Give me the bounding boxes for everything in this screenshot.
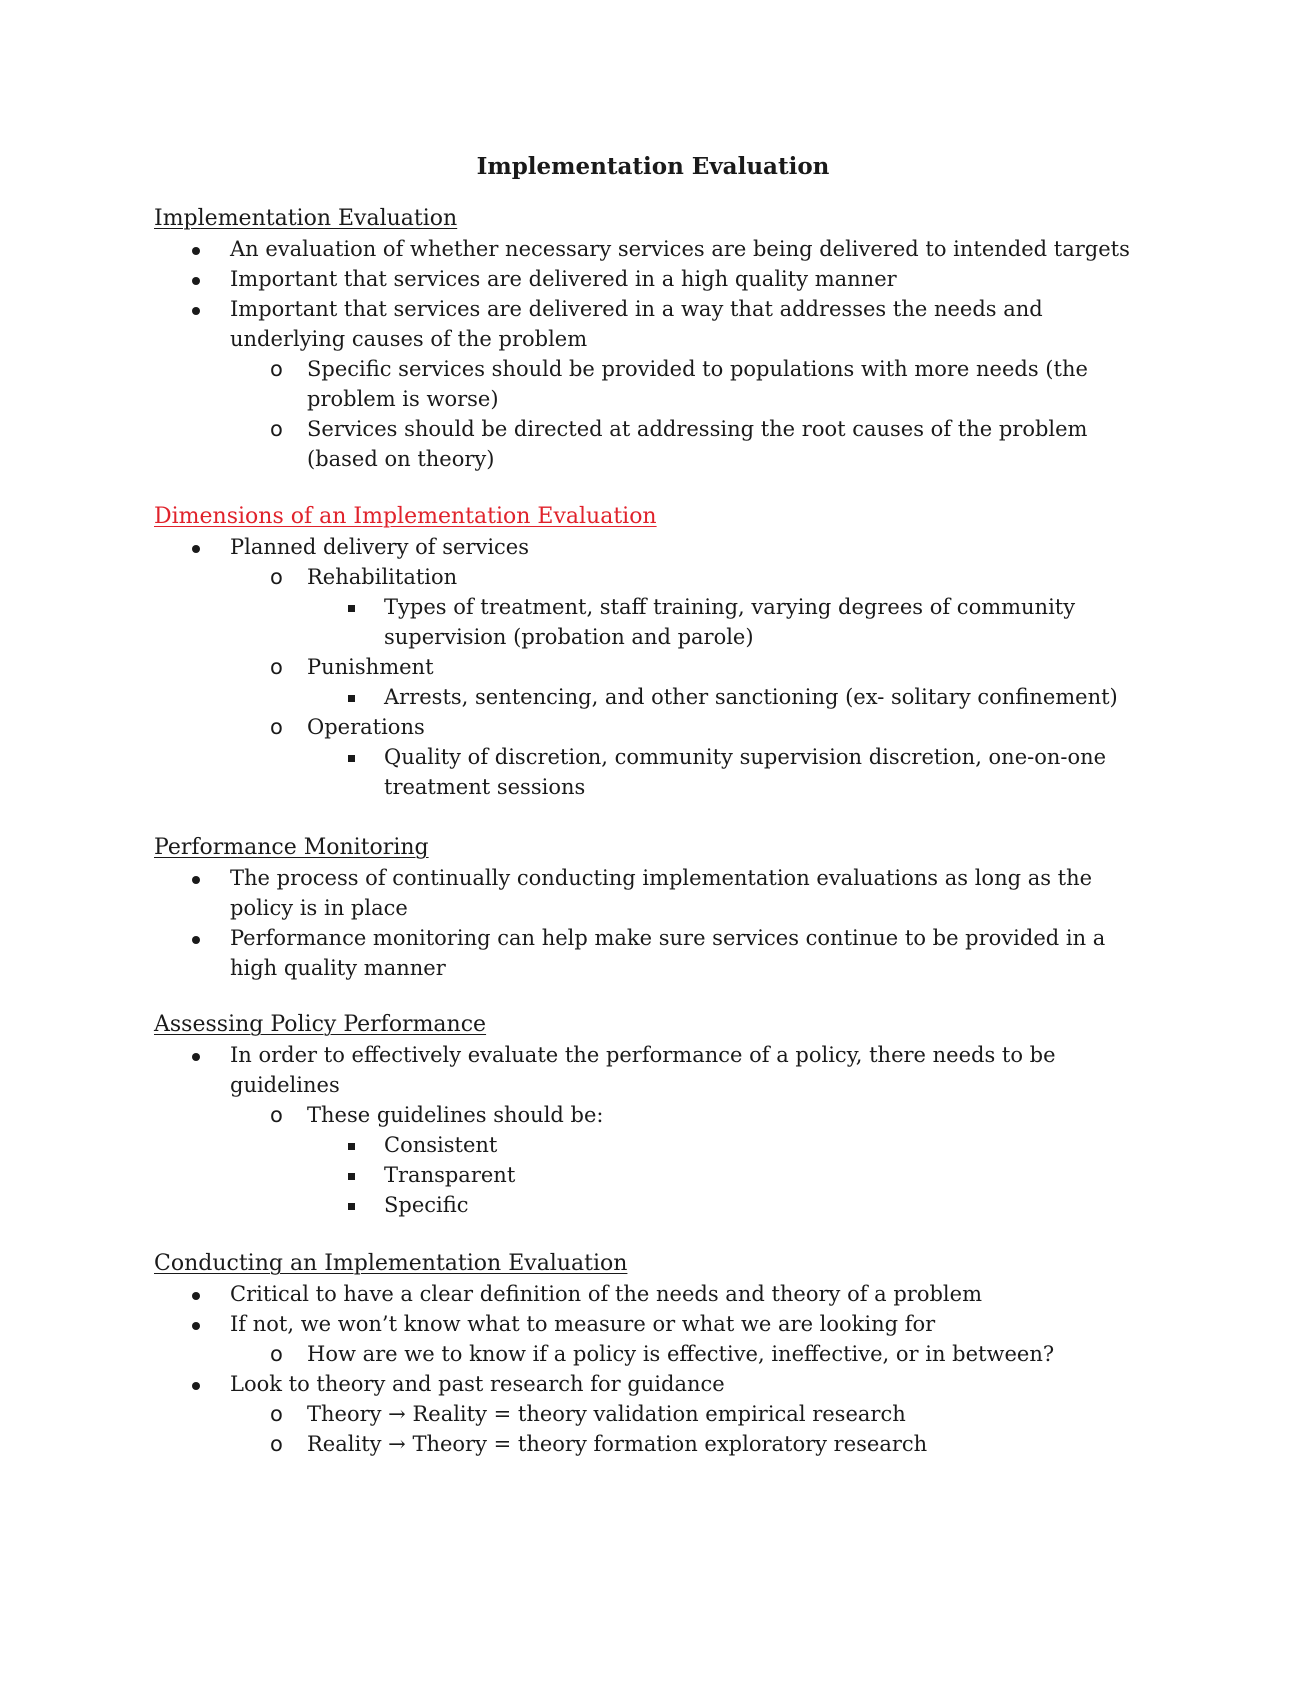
bullet-icon	[192, 1040, 200, 1070]
square-bullet-icon	[348, 742, 355, 772]
list-item: In order to effectively evaluate the performance of a policy, there needs to be guidelines	[154, 1040, 1154, 1100]
list-item: o Specific services should be provided to populations with more needs (the problem is worse)	[154, 354, 1154, 414]
list-item: Performance monitoring can help make sure services continue to be provided in a high quality manner	[154, 923, 1154, 983]
square-bullet-icon	[348, 682, 355, 712]
bullet-icon	[192, 234, 200, 264]
section-dimensions	[154, 502, 1154, 802]
list-item: Arrests, sentencing, and other sanctioning (ex- solitary confinement)	[154, 682, 1154, 712]
section-heading: Conducting an Implementation Evaluation	[154, 1251, 628, 1276]
circle-bullet-icon: o	[270, 1342, 283, 1366]
list-item: If not, we won’t know what to measure or what we are looking for	[154, 1309, 1154, 1339]
square-bullet-icon	[348, 1190, 355, 1220]
list-item: o Reality → Theory = theory formation exploratory research	[154, 1429, 1154, 1459]
bullet-icon	[192, 1369, 200, 1399]
section-conducting-evaluation	[154, 1249, 1154, 1459]
circle-bullet-icon: o	[270, 655, 283, 679]
list-item: o Services should be directed at addressing the root causes of the problem (based on theory)	[154, 414, 1154, 474]
list-item: Specific	[154, 1190, 1154, 1220]
section-heading: Dimensions of an Implementation Evaluation	[154, 504, 657, 529]
list-item: Look to theory and past research for guidance	[154, 1369, 1154, 1399]
bullet-list	[154, 532, 1154, 802]
list-item: o How are we to know if a policy is effective, ineffective, or in between?	[154, 1339, 1154, 1369]
list-item: Important that services are delivered in a way that addresses the needs and underlying causes of the problem	[154, 294, 1154, 354]
list-item: o Operations	[154, 712, 1154, 742]
section-performance-monitoring	[154, 833, 1154, 983]
bullet-icon	[192, 1279, 200, 1309]
circle-bullet-icon: o	[270, 357, 283, 381]
section-implementation-evaluation	[154, 204, 1154, 474]
circle-bullet-icon: o	[270, 565, 283, 589]
circle-bullet-icon: o	[270, 1103, 283, 1127]
list-item: The process of continually conducting implementation evaluations as long as the policy is in place	[154, 863, 1154, 923]
circle-bullet-icon: o	[270, 1432, 283, 1456]
list-item: Transparent	[154, 1160, 1154, 1190]
bullet-list	[154, 863, 1154, 983]
list-item: o Rehabilitation	[154, 562, 1154, 592]
section-heading: Implementation Evaluation	[154, 206, 458, 231]
list-item: o Theory → Reality = theory validation empirical research	[154, 1399, 1154, 1429]
list-item: Planned delivery of services	[154, 532, 1154, 562]
square-bullet-icon	[348, 592, 355, 622]
list-item: Quality of discretion, community supervision discretion, one-on-one treatment sessions	[154, 742, 1154, 802]
bullet-list	[154, 1279, 1154, 1459]
bullet-icon	[192, 294, 200, 324]
bullet-icon	[192, 1309, 200, 1339]
circle-bullet-icon: o	[270, 715, 283, 739]
bullet-list	[154, 1040, 1154, 1220]
bullet-icon	[192, 863, 200, 893]
section-heading: Performance Monitoring	[154, 835, 429, 860]
document-title: Implementation Evaluation	[476, 153, 830, 180]
list-item: o These guidelines should be:	[154, 1100, 1154, 1130]
list-item: Important that services are delivered in a high quality manner	[154, 264, 1154, 294]
bullet-list	[154, 234, 1154, 474]
list-item: Types of treatment, staff training, varying degrees of community supervision (probation and parole)	[154, 592, 1154, 652]
list-item: Consistent	[154, 1130, 1154, 1160]
section-heading: Assessing Policy Performance	[154, 1012, 487, 1037]
circle-bullet-icon: o	[270, 1402, 283, 1426]
bullet-icon	[192, 532, 200, 562]
square-bullet-icon	[348, 1130, 355, 1160]
section-assessing-policy-performance	[154, 1010, 1154, 1220]
bullet-icon	[192, 923, 200, 953]
list-item: An evaluation of whether necessary services are being delivered to intended targets	[154, 234, 1154, 264]
circle-bullet-icon: o	[270, 417, 283, 441]
list-item: Critical to have a clear definition of the needs and theory of a problem	[154, 1279, 1154, 1309]
list-item: o Punishment	[154, 652, 1154, 682]
square-bullet-icon	[348, 1160, 355, 1190]
bullet-icon	[192, 264, 200, 294]
